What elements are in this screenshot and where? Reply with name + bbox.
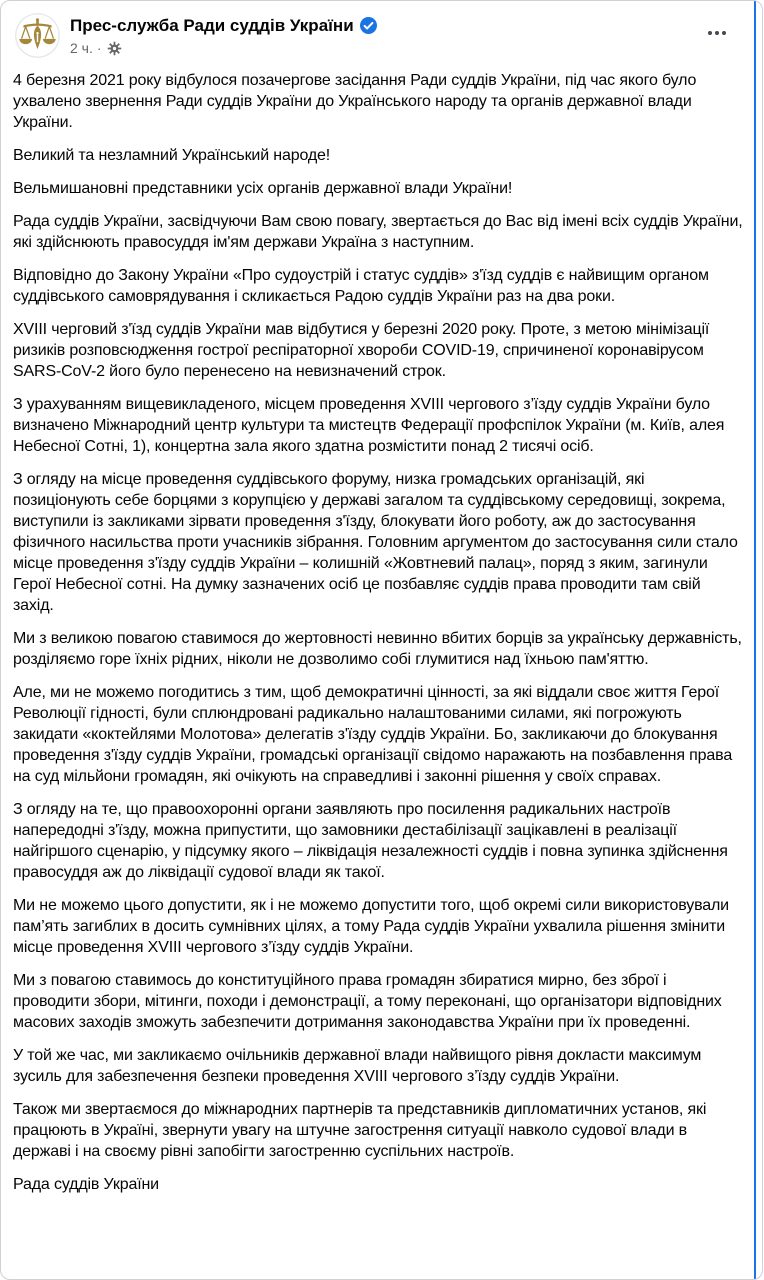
post-paragraph: Відповідно до Закону України «Про судоустрій і статус суддів» з'їзд суддів є найвищим органом суддівського самоврядування і скликається Радою суддів України раз на два роки. (13, 267, 709, 305)
verified-badge-icon (360, 17, 377, 34)
post-text (1, 64, 762, 1195)
scales-of-justice-icon (15, 13, 60, 58)
page-avatar[interactable] (15, 13, 60, 58)
post-header (1, 1, 762, 64)
privacy-gear-icon (107, 41, 122, 56)
ellipsis-icon (708, 31, 712, 35)
post-options-button[interactable] (700, 23, 734, 43)
page-name-link[interactable]: Прес-служба Ради суддів України (70, 16, 354, 35)
meta-separator: · (96, 40, 102, 56)
post-paragraph: У той же час, ми закликаємо очільників державної влади найвищого рівня докласти максимум зусиль для забезпечення безпеки проведення XVIII чергового з’їзду суддів України. (13, 1047, 702, 1085)
post-timestamp[interactable]: 2 ч. (70, 40, 93, 56)
post-paragraph: Також ми звертаємося до міжнародних партнерів та представників дипломатичних установ, які працюють в Україні, звернути увагу на штучне загострення ситуації навколо судової влади в державі і на своєму рівні запобігти загостренню суспільних настроїв. (13, 1101, 707, 1160)
post-paragraph: З огляду на місце проведення суддівського форуму, низка громадських організацій, які позиціонують себе борцями з корупцією у державі загалом та суддівському середовищі, зокрема, виступили із закликами зірвати проведення з'їзду, блокувати його роботу, аж до застосування фізичного насильства проти учасників зібрання. Головним аргументом до застосування сили стало місце проведення з'їзду суддів України – колишній «Жовтневий палац», поряд з яким, загинули Герої Небесної сотні. На думку зазначених осіб це позбавляє суддів права проводити там свій захід. (13, 471, 738, 614)
post-paragraph: Рада суддів України (13, 1176, 159, 1193)
post-paragraph: Рада суддів України, засвідчуючи Вам свою повагу, звертається до Вас від імені всіх суддів України, які здійснюють правосуддя ім'ям держави Україна з наступним. (13, 213, 743, 251)
post-paragraph: 4 березня 2021 року відбулося позачергове засідання Ради суддів України, під час якого було ухвалено звернення Ради суддів України до Українського народу та органів державної влади України. (13, 72, 697, 131)
post-paragraph: Ми з повагою ставимось до конституційного права громадян збиратися мирно, без зброї і проводити збори, мітинги, походи і демонстрації, а тому переконані, що організатори відповідних масових заходів зможуть забезпечити дотримання законодавства України при їх проведенні. (13, 972, 722, 1031)
focus-outline-line (754, 1, 756, 1279)
post-paragraph: З урахуванням вищевикладеного, місцем проведення XVIII чергового з’їзду суддів України було визначено Міжнародний центр культури та мистецтв Федерації профспілок України (м. Київ, алея Небесної Сотні, 1), концертна зала якого здатна розмістити понад 2 тисячі осіб. (13, 396, 725, 455)
post-paragraph: Але, ми не можемо погодитись з тим, щоб демократичні цінності, за які віддали своє життя Герої Революції гідності, були сплюндровані радикально налаштованими силами, які погрожують закидати «коктейлями Молотова» делегатів з'їзду суддів України. Бо, закликаючи до блокування проведення з'їзду суддів України, громадські організації свідомо наражають на позбавлення права на суд мільйони громадян, які очікують на справедливі і законні рішення у своїх справах. (13, 684, 733, 785)
post-paragraph: Вельмишановні представники усіх органів державної влади України! (13, 180, 513, 197)
post-paragraph: XVIII черговий з'їзд суддів України мав відбутися у березні 2020 року. Проте, з метою мінімізації ризиків розповсюдження гострої респіраторної хвороби COVID-19, спричиненої коронавірусом SARS-CoV-2 його було перенесено на невизначений строк. (13, 321, 710, 380)
post-paragraph: Ми не можемо цього допустити, як і не можемо допустити того, щоб окремі сили використовували пам’ять загиблих в досить сумнівних цілях, а тому Рада суддів України ухвалила рішення змінити місце проведення XVIII чергового з’їзду суддів України. (13, 897, 729, 956)
post-paragraph: Великий та незламний Український народе! (13, 147, 331, 164)
header-text-block (70, 13, 377, 57)
post-paragraph: З огляду на те, що правоохоронні органи заявляють про посилення радикальних настроїв напередодні з'їзду, можна припустити, що замовники дестабілізації зацікавлені в реалізації найгіршого сценарію, у підсумку якого – ліквідація незалежності суддів і повна зупинка здійснення правосуддя аж до ліквідації судової влади як такої. (13, 801, 728, 881)
post-paragraph: Ми з великою повагою ставимося до жертовності невинно вбитих борців за українську державність, розділяємо горе їхніх рідних, ніколи не дозволимо собі глумитися над їхньою пам'яттю. (13, 630, 742, 668)
